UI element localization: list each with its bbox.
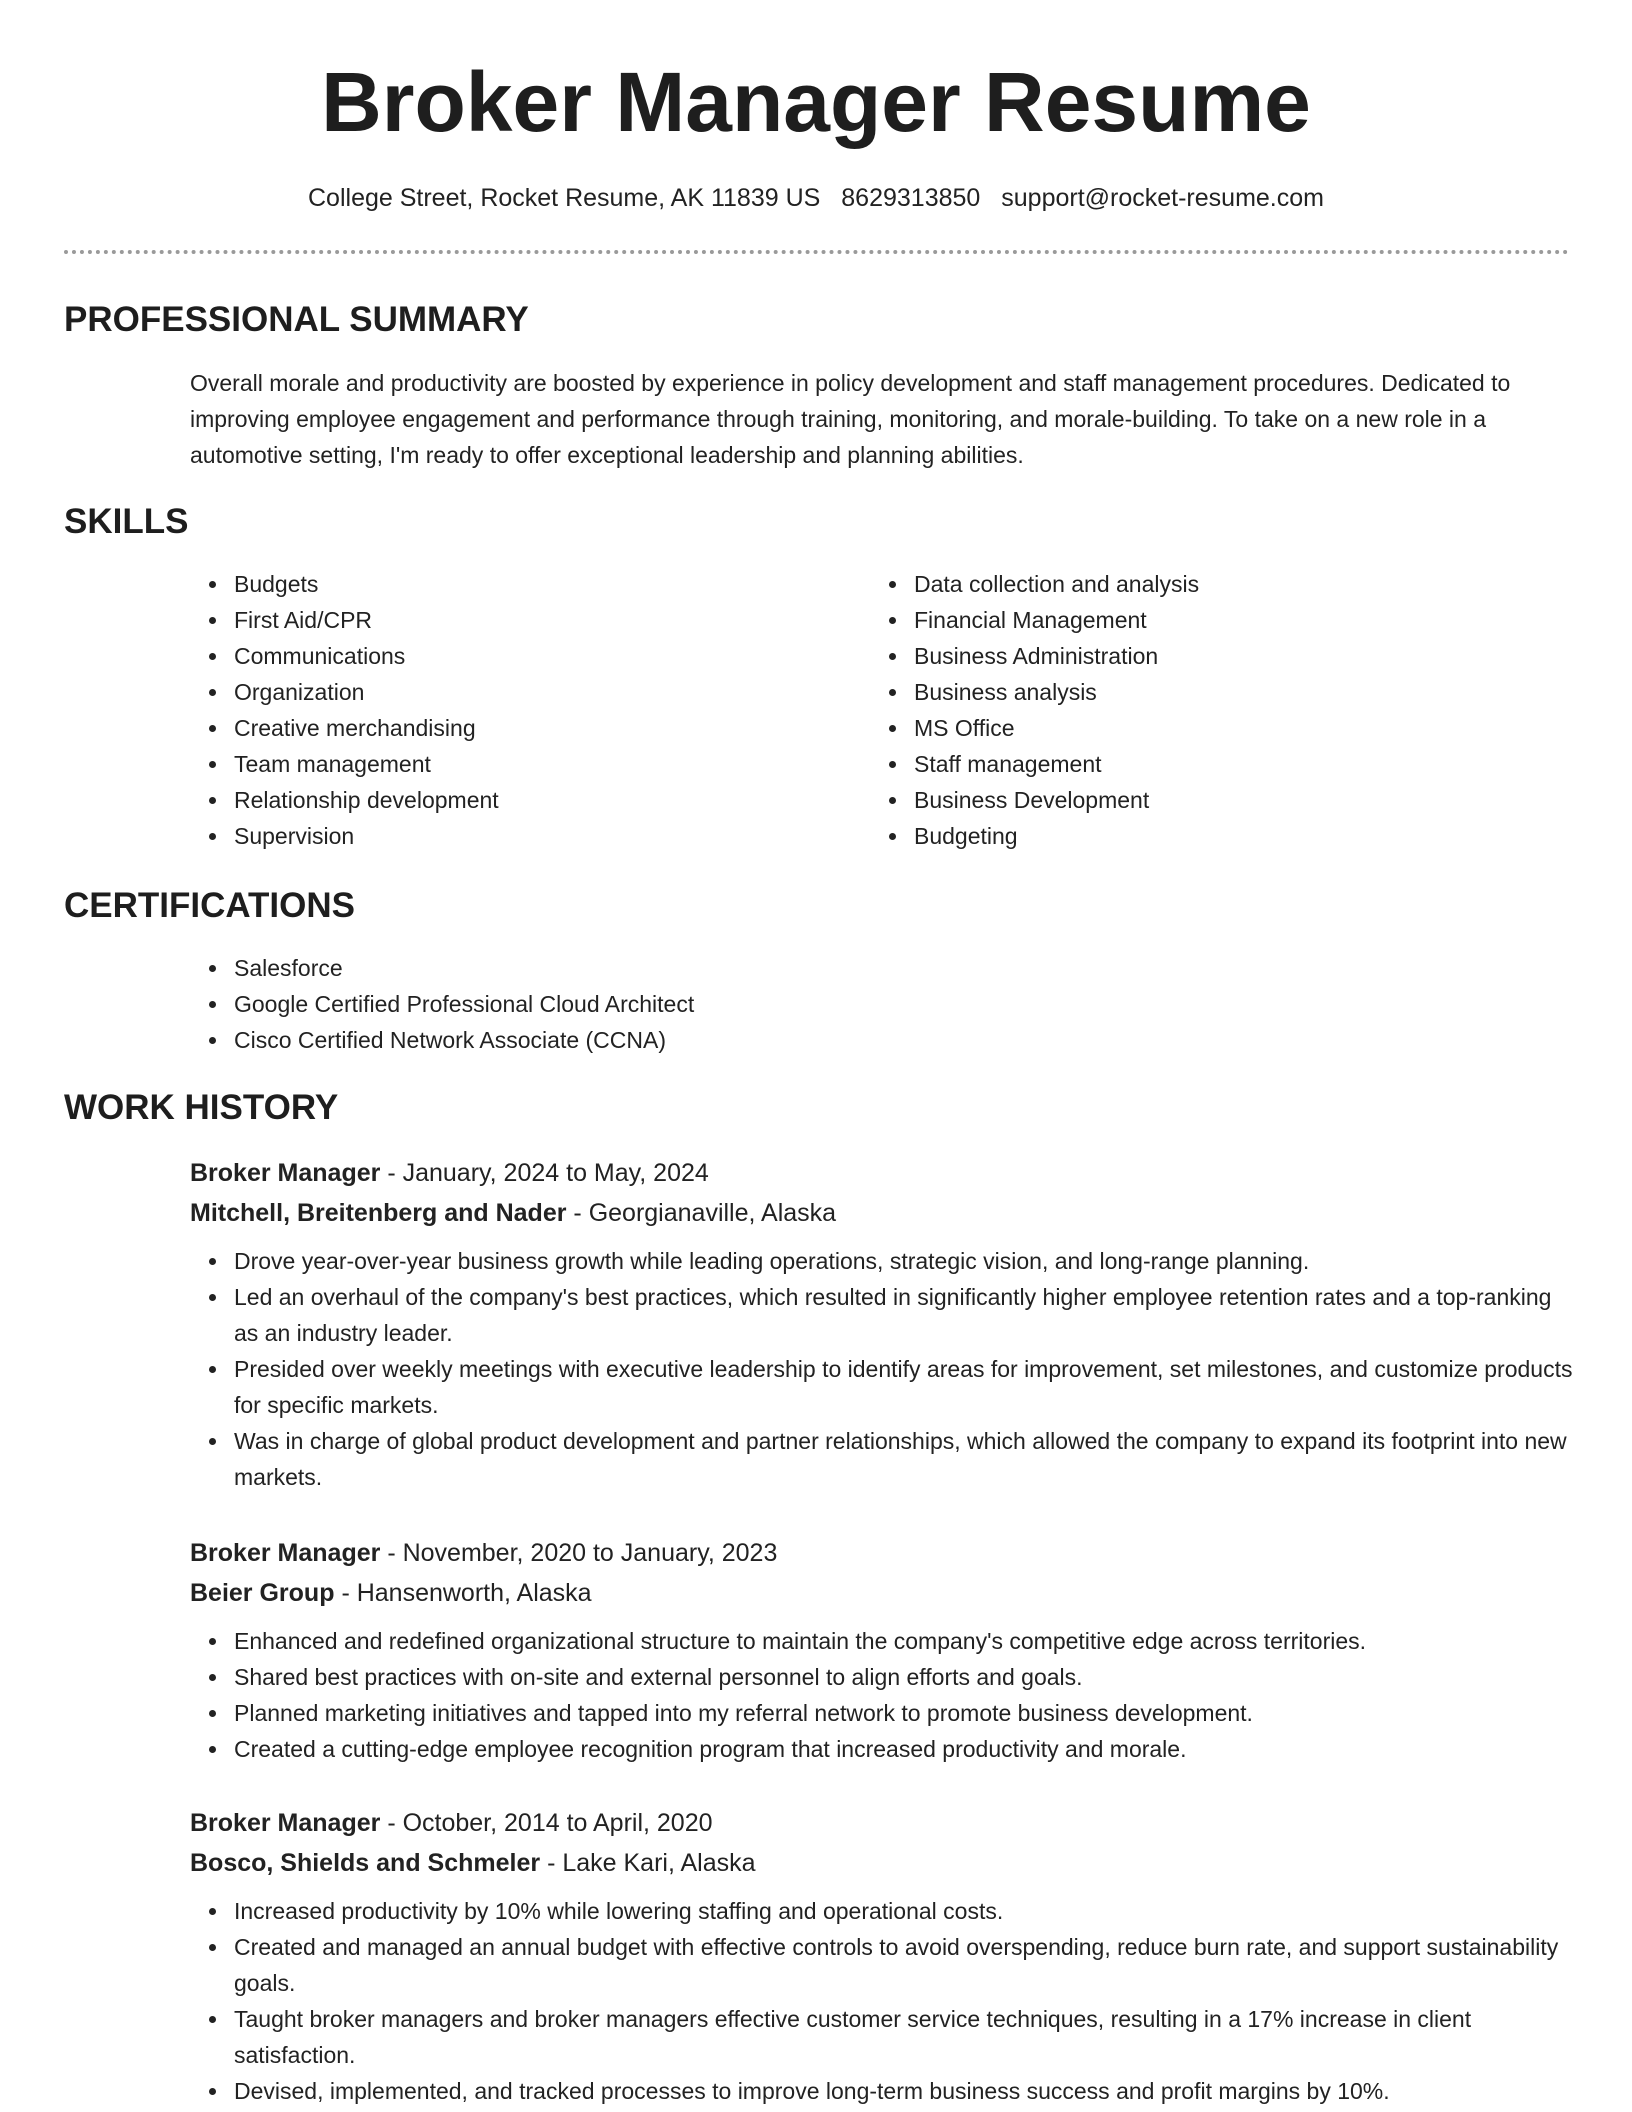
job-location: - Lake Kari, Alaska: [547, 1849, 756, 1877]
job-duty: Led an overhaul of the company's best practices, which resulted in significantly higher employee retention rates and a top-ranking as an industry leader.: [234, 1279, 1574, 1351]
certifications-heading: CERTIFICATIONS: [64, 886, 356, 925]
skills-list-left: [190, 566, 884, 854]
job-duty: Planned marketing initiatives and tapped into my referral network to promote business development.: [234, 1695, 1574, 1731]
contact-address: College Street, Rocket Resume, AK 11839 US: [308, 184, 821, 212]
job-company-line: [190, 1573, 1590, 1613]
job-location: - Georgianaville, Alaska: [573, 1199, 837, 1227]
job-duty: Created and managed an annual budget with effective controls to avoid overspending, reduce burn rate, and support sustainability goals.: [234, 1929, 1574, 2001]
job-company: Beier Group: [190, 1579, 335, 1607]
skill-item: Data collection and analysis: [914, 566, 1564, 602]
skill-item: Business Development: [914, 782, 1564, 818]
job-duty: Shared best practices with on-site and external personnel to align efforts and goals.: [234, 1659, 1574, 1695]
job-dates: - January, 2024 to May, 2024: [387, 1159, 709, 1187]
skills-list-right: [870, 566, 1564, 854]
skill-item: Creative merchandising: [234, 710, 884, 746]
skill-item: Financial Management: [914, 602, 1564, 638]
certification-item: Google Certified Professional Cloud Architect: [234, 986, 694, 1022]
job-title: Broker Manager: [190, 1539, 381, 1567]
job-duty: Enhanced and redefined organizational structure to maintain the company's competitive edge across territories.: [234, 1623, 1574, 1659]
job-duty: Was in charge of global product development and partner relationships, which allowed the company to expand its footprint into new markets.: [234, 1423, 1574, 1495]
summary-text: Overall morale and productivity are boosted by experience in policy development and staff management procedures. Dedicated to improving employee engagement and performance through training, monitoring, and morale-building. To take on a new role in a automotive setting, I'm ready to offer exceptional leadership and planning abilities.: [190, 370, 1511, 468]
skills-heading: SKILLS: [64, 502, 189, 541]
job-duties: [190, 1623, 1590, 1767]
job-title-line: [190, 1153, 1590, 1193]
job-duty: Increased productivity by 10% while lowering staffing and operational costs.: [234, 1893, 1574, 1929]
job-duty: Drove year-over-year business growth while leading operations, strategic vision, and long-range planning.: [234, 1243, 1574, 1279]
skill-item: Budgets: [234, 566, 884, 602]
summary-heading: PROFESSIONAL SUMMARY: [64, 300, 529, 339]
job-entry: [190, 1153, 1590, 1495]
page-title: Broker Manager Resume: [321, 55, 1311, 149]
job-title-line: [190, 1533, 1590, 1573]
job-duties: [190, 1243, 1590, 1495]
skill-item: Staff management: [914, 746, 1564, 782]
job-company-line: [190, 1193, 1590, 1233]
job-company-line: [190, 1843, 1590, 1883]
job-duty: Created a cutting-edge employee recognition program that increased productivity and morale.: [234, 1731, 1574, 1767]
job-dates: - November, 2020 to January, 2023: [387, 1539, 778, 1567]
certification-item: Cisco Certified Network Associate (CCNA): [234, 1022, 694, 1058]
job-duties: [190, 1893, 1590, 2109]
skill-item: Communications: [234, 638, 884, 674]
skill-item: Relationship development: [234, 782, 884, 818]
header-divider: [64, 250, 1569, 254]
work-history-heading: WORK HISTORY: [64, 1088, 339, 1127]
skill-item: Team management: [234, 746, 884, 782]
contact-email: support@rocket-resume.com: [1001, 184, 1324, 212]
skill-item: MS Office: [914, 710, 1564, 746]
job-company: Mitchell, Breitenberg and Nader: [190, 1199, 567, 1227]
job-company: Bosco, Shields and Schmeler: [190, 1849, 541, 1877]
job-dates: - October, 2014 to April, 2020: [387, 1809, 713, 1837]
skill-item: Business analysis: [914, 674, 1564, 710]
job-entry: [190, 1803, 1590, 2109]
skill-item: First Aid/CPR: [234, 602, 884, 638]
skill-item: Organization: [234, 674, 884, 710]
skill-item: Supervision: [234, 818, 884, 854]
job-duty: Taught broker managers and broker managers effective customer service techniques, resulting in a 17% increase in client satisfaction.: [234, 2001, 1574, 2073]
skill-item: Budgeting: [914, 818, 1564, 854]
job-location: - Hansenworth, Alaska: [341, 1579, 592, 1607]
skill-item: Business Administration: [914, 638, 1564, 674]
job-duty: Presided over weekly meetings with executive leadership to identify areas for improvement, set milestones, and customize products for specific markets.: [234, 1351, 1574, 1423]
contact-line: [0, 180, 1632, 216]
job-entry: [190, 1533, 1590, 1767]
contact-phone: 8629313850: [841, 184, 981, 212]
job-title-line: [190, 1803, 1590, 1843]
job-title: Broker Manager: [190, 1809, 381, 1837]
job-duty: Devised, implemented, and tracked processes to improve long-term business success and profit margins by 10%.: [234, 2073, 1574, 2109]
certifications-list: [190, 950, 694, 1058]
certification-item: Salesforce: [234, 950, 694, 986]
job-title: Broker Manager: [190, 1159, 381, 1187]
